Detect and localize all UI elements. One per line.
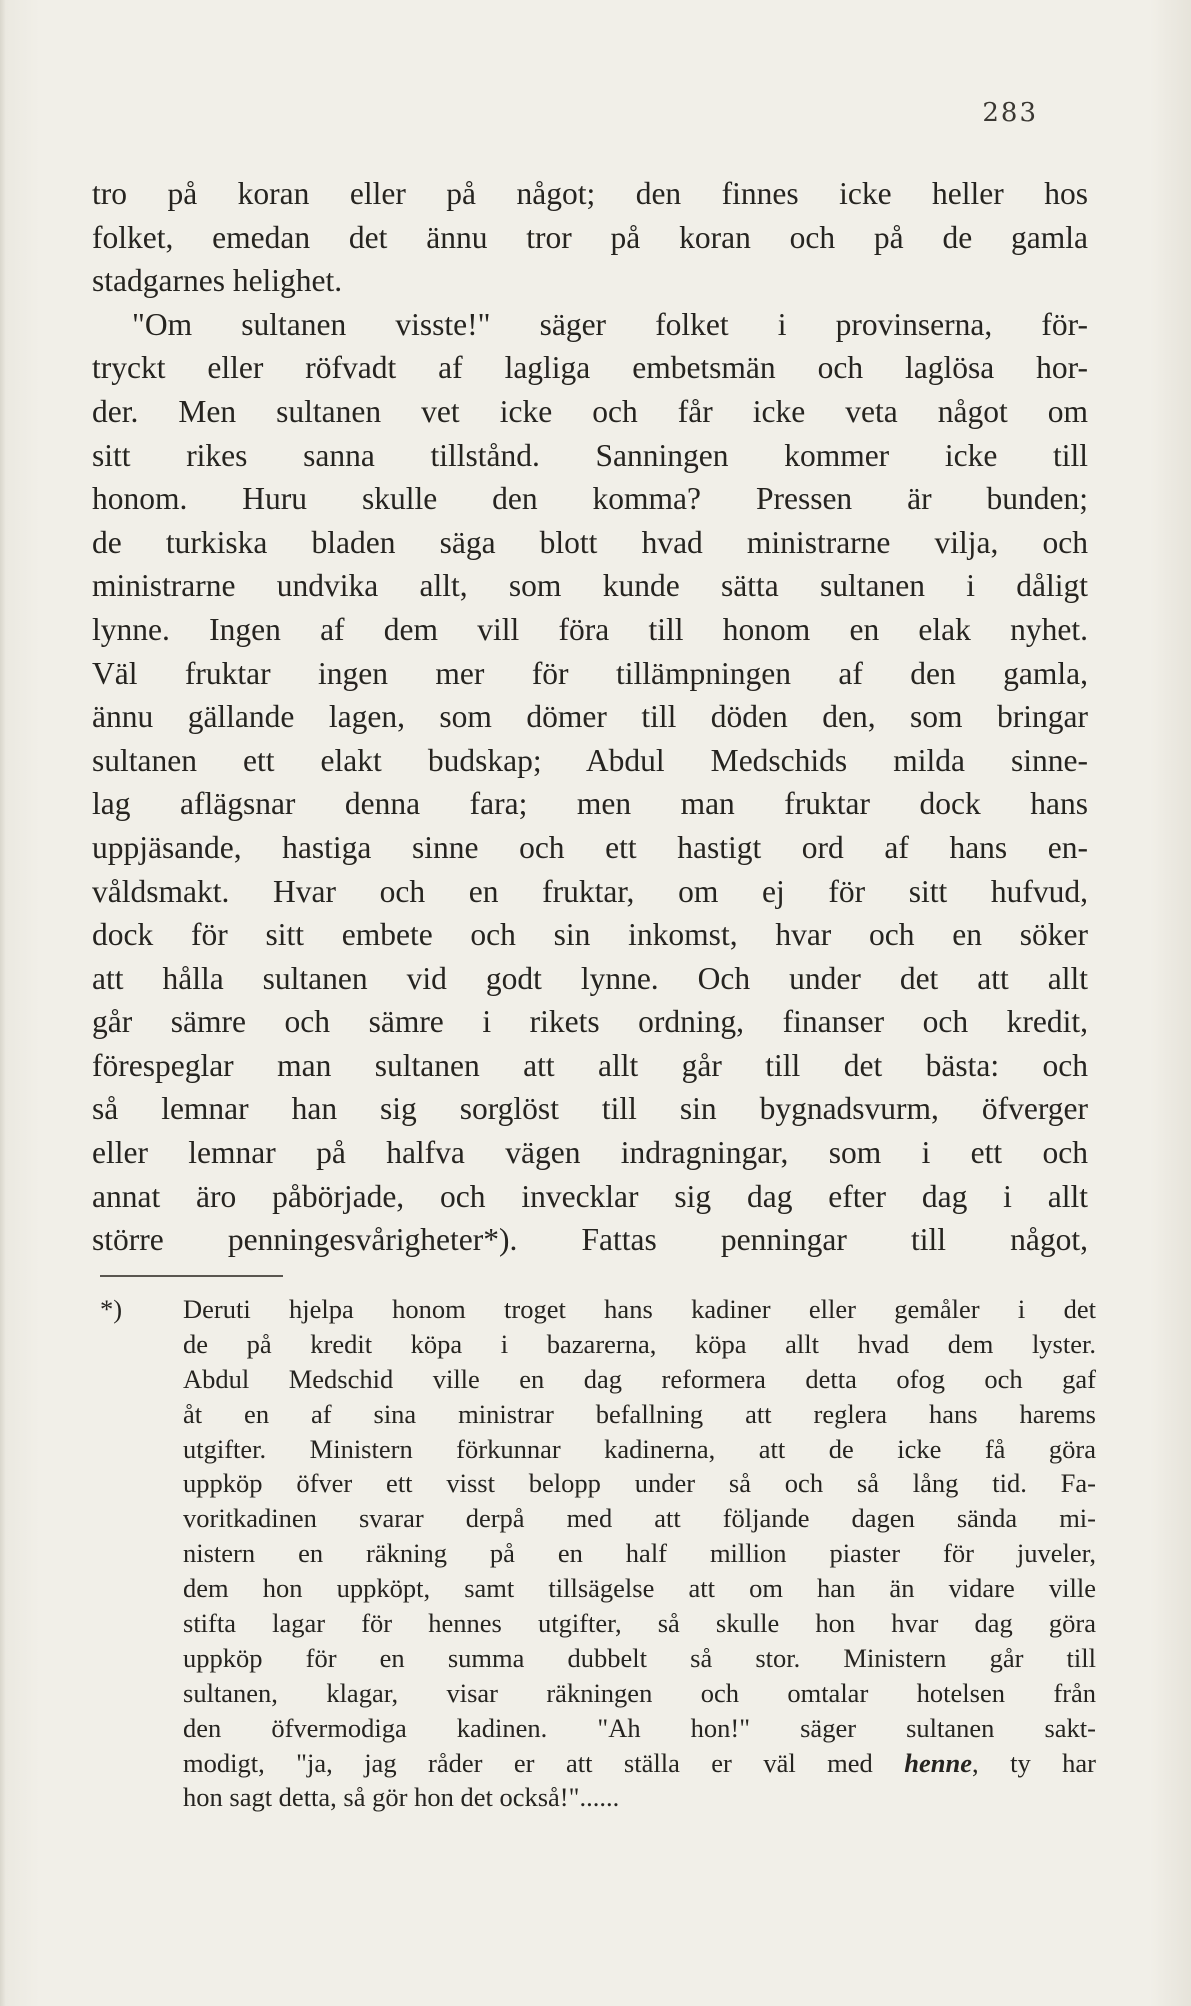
text-line: ministrarne undvika allt, som kunde sätta sultanen i dåligt bbox=[92, 568, 1088, 604]
text-line: förespeglar man sultanen att allt går till det bästa: och bbox=[92, 1047, 1088, 1083]
footnote-line: voritkadinen svarar derpå med att följande dagen sända mi- bbox=[183, 1503, 1096, 1534]
text-line: tryckt eller röfvadt af lagliga embetsmän och laglösa hor- bbox=[92, 350, 1088, 386]
text-line: tro på koran eller på något; den finnes icke heller hos bbox=[92, 176, 1088, 211]
text-line: går sämre och sämre i rikets ordning, finanser och kredit, bbox=[92, 1004, 1088, 1040]
footnote-text: , ty har bbox=[972, 1747, 1096, 1778]
text-line: våldsmakt. Hvar och en fruktar, om ej för sitt hufvud, bbox=[92, 873, 1088, 909]
footnote-line: stifta lagar för hennes utgifter, så skulle hon hvar dag göra bbox=[183, 1608, 1096, 1639]
footnote-line: den öfvermodiga kadinen. "Ah hon!" säger sultanen sakt- bbox=[183, 1712, 1096, 1743]
footnote bbox=[100, 1292, 1096, 1815]
text-line: dock för sitt embete och sin inkomst, hvar och en söker bbox=[92, 917, 1088, 953]
text-line: eller lemnar på halfva vägen indragningar, som i ett och bbox=[92, 1135, 1088, 1171]
footnote-line: åt en af sina ministrar befallning att reglera hans harems bbox=[183, 1398, 1096, 1429]
page-number: 283 bbox=[982, 98, 1038, 128]
text-line: honom. Huru skulle den komma? Pressen är bunden; bbox=[92, 481, 1088, 517]
footnote-line: hon sagt detta, så gör hon det också!"...... bbox=[183, 1782, 620, 1813]
text-line: lag aflägsnar denna fara; men man fruktar dock hans bbox=[92, 786, 1088, 822]
text-line: de turkiska bladen säga blott hvad ministrarne vilja, och bbox=[92, 524, 1088, 560]
footnote-divider bbox=[100, 1275, 283, 1277]
footnote-line: Deruti hjelpa honom troget hans kadiner eller gemåler i det bbox=[183, 1294, 1096, 1324]
text-line: ännu gällande lagen, som dömer till döden den, som bringar bbox=[92, 699, 1088, 735]
footnote-line: Abdul Medschid ville en dag reformera detta ofog och gaf bbox=[183, 1363, 1096, 1394]
footnote-marker: *) bbox=[100, 1294, 123, 1324]
text-line: Väl fruktar ingen mer för tillämpningen af den gamla, bbox=[92, 655, 1088, 691]
text-line: uppjäsande, hastiga sinne och ett hastigt ord af hans en- bbox=[92, 829, 1088, 865]
text-line: "Om sultanen visste!" säger folket i provinserna, för- bbox=[132, 306, 1088, 342]
footnote-line: uppköp för en summa dubbelt så stor. Ministern går till bbox=[183, 1642, 1096, 1673]
text-line: sultanen ett elakt budskap; Abdul Medschids milda sinne- bbox=[92, 742, 1088, 778]
footnote-line: utgifter. Ministern förkunnar kadinerna, att de icke få göra bbox=[183, 1433, 1096, 1464]
text-line: sitt rikes sanna tillstånd. Sanningen kommer icke till bbox=[92, 437, 1088, 473]
text-line: så lemnar han sig sorglöst till sin bygnadsvurm, öfverger bbox=[92, 1091, 1088, 1127]
text-line: större penningesvårigheter*). Fattas penningar till något, bbox=[92, 1222, 1088, 1258]
footnote-line: uppköp öfver ett visst belopp under så och så lång tid. Fa- bbox=[183, 1468, 1096, 1499]
footnote-line-emphasis bbox=[100, 1746, 1096, 1781]
text-line: lynne. Ingen af dem vill föra till honom en elak nyhet. bbox=[92, 611, 1088, 647]
text-line: folket, emedan det ännu tror på koran och på de gamla bbox=[92, 219, 1088, 255]
footnote-line: sultanen, klagar, visar räkningen och omtalar hotelsen från bbox=[183, 1677, 1096, 1708]
footnote-text: modigt, "ja, jag råder er att ställa er väl med bbox=[183, 1747, 905, 1778]
emphasized-word: henne bbox=[904, 1747, 972, 1778]
text-line: der. Men sultanen vet icke och får icke veta något om bbox=[92, 393, 1088, 429]
text-line: stadgarnes helighet. bbox=[92, 263, 343, 299]
text-line: att hålla sultanen vid godt lynne. Och under det att allt bbox=[92, 960, 1088, 996]
footnote-line: dem hon uppköpt, samt tillsägelse att om han än vidare ville bbox=[183, 1573, 1096, 1604]
footnote-line: nistern en räkning på en half million piaster för juveler, bbox=[183, 1538, 1096, 1569]
text-line: annat äro påbörjade, och invecklar sig dag efter dag i allt bbox=[92, 1178, 1088, 1214]
main-text bbox=[92, 172, 1088, 1262]
footnote-line: de på kredit köpa i bazarerna, köpa allt hvad dem lyster. bbox=[183, 1328, 1096, 1359]
